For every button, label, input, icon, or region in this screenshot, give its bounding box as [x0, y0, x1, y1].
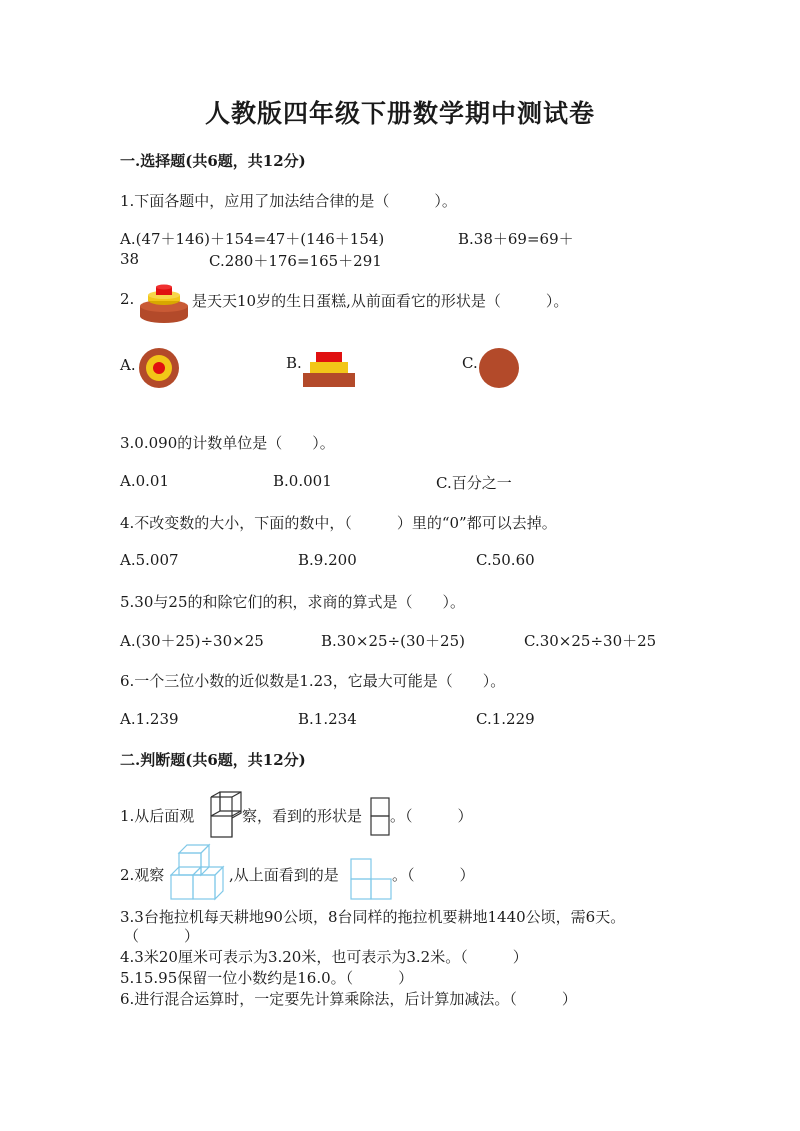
top-view-squares-icon [350, 858, 392, 900]
q1-option-b: B.38＋69=69＋ [458, 230, 574, 248]
j2-after: 。（ ） [392, 866, 475, 884]
section-heading-judge: 二.判断题(共6题，共12分) [120, 751, 306, 769]
q6-option-c: C.1.229 [476, 710, 535, 728]
q3-option-c: C.百分之一 [436, 474, 512, 492]
j1-after: 。（ ） [390, 807, 473, 825]
q6-option-a: A.1.239 [120, 710, 179, 728]
j2-middle: ,从上面看到的是 [229, 866, 339, 884]
q3-stem: 3.0.090的计数单位是（ ）。 [120, 434, 335, 452]
q1-option-a: A.(47＋146)＋154=47＋(146＋154) [120, 230, 385, 248]
q1-stem: 1.下面各题中，应用了加法结合律的是（ ）。 [120, 192, 457, 210]
cube-cluster-icon [170, 843, 230, 901]
q5-option-c: C.30×25÷30＋25 [524, 632, 657, 650]
q4-option-c: C.50.60 [476, 551, 535, 569]
q5-option-a: A.(30＋25)÷30×25 [120, 632, 264, 650]
q4-option-b: B.9.200 [298, 551, 357, 569]
q1-option-c: C.280＋176=165＋291 [209, 252, 382, 270]
q5-option-b: B.30×25÷(30＋25) [321, 632, 465, 650]
cake-top-view-icon [138, 347, 180, 389]
stacked-cubes-icon [210, 791, 242, 839]
q6-option-b: B.1.234 [298, 710, 357, 728]
brown-circle-icon [478, 347, 520, 389]
q2-option-a: A. [120, 356, 136, 374]
birthday-cake-icon [138, 284, 190, 326]
q6-stem: 6.一个三位小数的近似数是1.23，它最大可能是（ ）。 [120, 672, 506, 690]
j6-stem: 6.进行混合运算时，一定要先计算乘除法，后计算加减法。（ ） [120, 990, 577, 1008]
q4-option-a: A.5.007 [120, 551, 179, 569]
q4-stem: 4.不改变数的大小，下面的数中，（ ）里的“0”都可以去掉。 [120, 514, 557, 532]
j1-before: 1.从后面观 [120, 807, 195, 825]
q3-option-b: B.0.001 [273, 472, 332, 490]
page-title: 人教版四年级下册数学期中测试卷 [204, 99, 595, 128]
q2-option-c: C. [462, 354, 478, 372]
j3-line1: 3.3台拖拉机每天耕地90公顷，8台同样的拖拉机要耕地1440公顷，需6天。 [120, 908, 626, 926]
j1-middle: 察，看到的形状是 [242, 807, 363, 825]
cake-front-view-icon [302, 351, 356, 389]
j5-stem: 5.15.95保留一位小数约是16.0。（ ） [120, 969, 414, 987]
j4-stem: 4.3米20厘米可表示为3.20米，也可表示为3.2米。（ ） [120, 948, 528, 966]
q5-stem: 5.30与25的和除它们的积，求商的算式是（ ）。 [120, 593, 465, 611]
j2-before: 2.观察 [120, 866, 165, 884]
j3-line2: （ ） [124, 927, 200, 945]
section-heading-choice: 一.选择题(共6题，共12分) [120, 152, 306, 170]
q2-stem: 是天天10岁的生日蛋糕,从前面看它的形状是（ ）。 [192, 292, 569, 310]
q2-option-b: B. [286, 354, 302, 372]
q1-option-b-cont: 38 [120, 250, 140, 268]
q3-option-a: A.0.01 [120, 472, 169, 490]
two-square-column-icon [370, 797, 390, 837]
q2-number: 2. [120, 290, 135, 308]
